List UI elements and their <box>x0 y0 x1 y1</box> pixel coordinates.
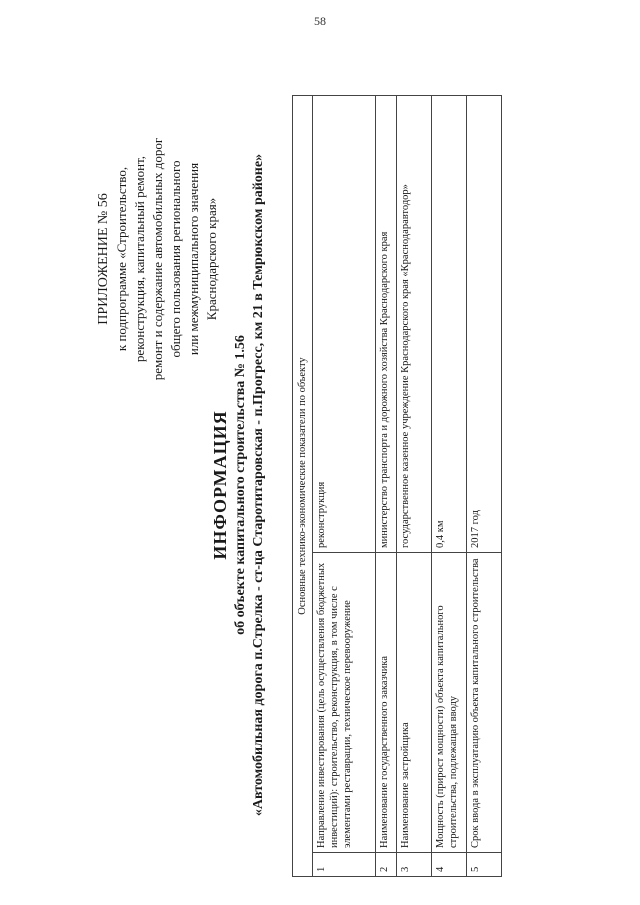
rotated-page-content <box>95 85 565 885</box>
row-number: 2 <box>376 853 397 877</box>
row-indicator: Наименование государственного заказчика <box>376 553 397 853</box>
appendix-line: ремонт и содержание автомобильных дорог <box>150 137 165 381</box>
appendix-line: реконструкция, капитальный ремонт, <box>132 155 147 363</box>
page-number: 58 <box>314 14 326 28</box>
info-road-name: «Автомобильная дорога п.Стрелка - ст-ца Старотитаровская - п.Прогресс, км 21 в Темрюкском районе» <box>251 153 266 817</box>
row-number: 3 <box>397 853 432 877</box>
row-indicator: Наименование застройщика <box>397 553 432 853</box>
row-indicator: Срок ввода в эксплуатацию объекта капитального строительства <box>467 553 502 853</box>
appendix-line: или межмуниципального значения <box>186 162 201 356</box>
row-value: министерство транспорта и дорожного хозяйства Краснодарского края <box>376 96 397 553</box>
appendix-line: к подпрограмме «Строительство, <box>114 166 129 352</box>
table-header: Основные технико-экономические показатели по объекту <box>293 96 313 877</box>
table-header-row <box>293 96 313 877</box>
row-value: 2017 год <box>467 96 502 553</box>
appendix-block <box>95 109 221 409</box>
row-indicator: Направление инвестирования (цель осуществления бюджетных инвестиций): строительство, реконструкция, в том числе с элементами реставрации, техническое перевооружение <box>313 553 376 853</box>
table-row <box>397 96 432 877</box>
info-heading-block <box>210 85 267 885</box>
row-number: 4 <box>432 853 467 877</box>
appendix-line: общего пользования регионального <box>168 160 183 358</box>
row-value: 0,4 км <box>432 96 467 553</box>
appendix-heading: ПРИЛОЖЕНИЕ № 56 <box>96 193 111 325</box>
table-row <box>432 96 467 877</box>
table-row <box>376 96 397 877</box>
row-value: реконструкция <box>313 96 376 553</box>
row-number: 5 <box>467 853 502 877</box>
table-row <box>313 96 376 877</box>
table-row <box>467 96 502 877</box>
info-subtitle: об объекте капитального строительства № 1.56 <box>233 335 248 635</box>
row-number: 1 <box>313 853 376 877</box>
row-value: государственное казенное учреждение Краснодарского края «Краснодаравтодор» <box>397 96 432 553</box>
info-title: ИНФОРМАЦИЯ <box>210 410 230 560</box>
appendix-line: Краснодарского края» <box>204 197 219 321</box>
indicators-table <box>292 95 502 877</box>
row-indicator: Мощность (прирост мощности) объекта капитального строительства, подлежащая вводу <box>432 553 467 853</box>
